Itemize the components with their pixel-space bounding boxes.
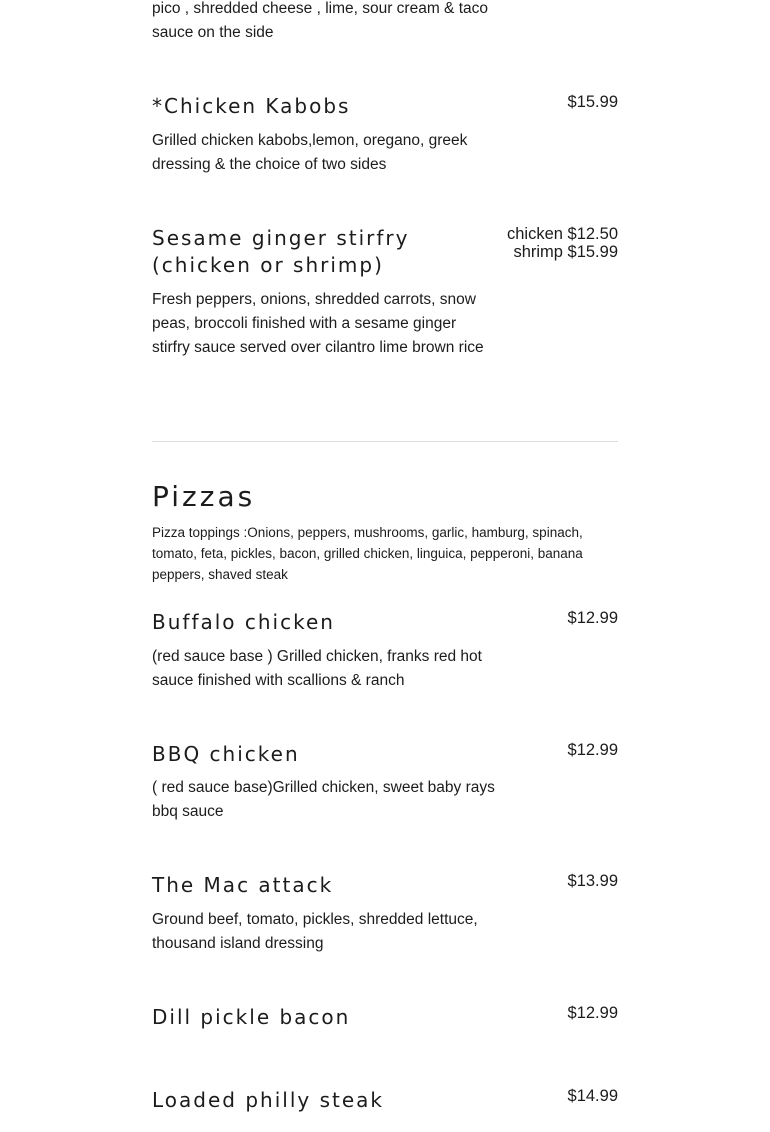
menu-item-title: The Mac attack bbox=[152, 873, 334, 897]
menu-item-price: $13.99 bbox=[567, 872, 618, 890]
menu-item-description: (red sauce base ) Grilled chicken, franks red hot sauce finished with scallions & ranch bbox=[152, 648, 482, 689]
menu-item-price: $12.99 bbox=[567, 609, 618, 627]
menu-item-price: $12.99 bbox=[567, 1004, 618, 1022]
menu-item-description: pico , shredded cheese , lime, sour cream & taco sauce on the side bbox=[152, 0, 488, 41]
menu-item-title: Dill pickle bacon bbox=[152, 1005, 351, 1029]
menu-item-description: Grilled chicken kabobs,lemon, oregano, greek dressing & the choice of two sides bbox=[152, 132, 468, 173]
menu-item-title: Sesame ginger stirfry (chicken or shrimp) bbox=[152, 226, 410, 277]
menu-item-price: $15.99 bbox=[567, 93, 618, 111]
menu-item-description: ( red sauce base)Grilled chicken, sweet baby rays bbq sauce bbox=[152, 779, 495, 820]
section-title: Pizzas bbox=[152, 480, 256, 513]
menu-item-price: shrimp $15.99 bbox=[513, 243, 618, 261]
menu-item-price: $14.99 bbox=[567, 1087, 618, 1105]
menu-item-title: Loaded philly steak bbox=[152, 1088, 384, 1112]
section-divider bbox=[152, 441, 618, 442]
menu-item-description: Fresh peppers, onions, shredded carrots, snow peas, broccoli finished with a sesame ginger stirfry sauce served over cilantro lime brown rice bbox=[152, 291, 484, 356]
section-note: Pizza toppings :Onions, peppers, mushrooms, garlic, hamburg, spinach, tomato, feta, pickles, bacon, grilled chicken, linguica, pepperoni, banana peppers, shaved steak bbox=[152, 525, 583, 582]
menu-item-title: BBQ chicken bbox=[152, 742, 300, 766]
menu-item-price: chicken $12.50 bbox=[507, 225, 618, 243]
menu-item-price: $12.99 bbox=[567, 741, 618, 759]
menu-item-title: Buffalo chicken bbox=[152, 610, 335, 634]
menu-item-description: Ground beef, tomato, pickles, shredded lettuce, thousand island dressing bbox=[152, 911, 478, 952]
menu-item-title: *Chicken Kabobs bbox=[152, 94, 351, 118]
